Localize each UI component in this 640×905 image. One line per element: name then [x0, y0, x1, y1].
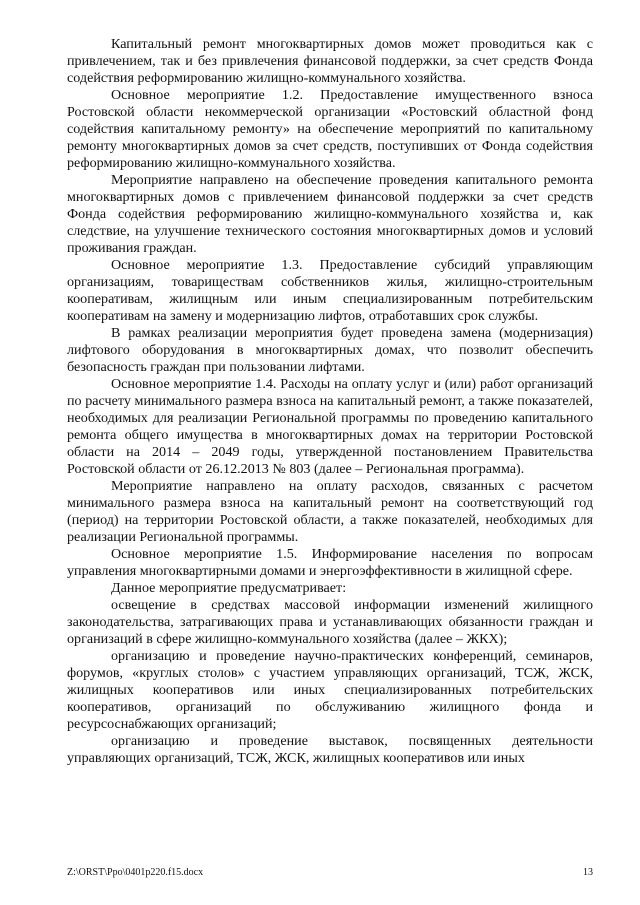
- paragraph-3: Мероприятие направлено на обеспечение проведения капитального ремонта многоквартирных домов с привлечением финансовой поддержки за счет средств Фонда содействия реформированию жилищно-коммунального хозяйства и, как следствие, на улучшение технического состояния многоквартирных домов и условий проживания граждан.: [67, 172, 593, 256]
- paragraph-10: освещение в средствах массовой информации изменений жилищного законодательства, затрагивающих права и устанавливающих обязанности граждан и организаций в сфере жилищно-коммунального хозяйства (далее – ЖКХ);: [67, 597, 593, 647]
- page-number: 13: [583, 867, 593, 878]
- paragraph-5: В рамках реализации мероприятия будет проведена замена (модернизация) лифтового оборудования в многоквартирных домах, что позволит обеспечить безопасность граждан при пользовании лифтами.: [67, 325, 593, 375]
- paragraph-1: Капитальный ремонт многоквартирных домов может проводиться как с привлечением, так и без привлечения финансовой поддержки, за счет средств Фонда содействия реформированию жилищно-коммунального хозяйства.: [67, 36, 593, 86]
- paragraph-4: Основное мероприятие 1.3. Предоставление субсидий управляющим организациям, товариществам собственников жилья, жилищно-строительным кооперативам, жилищным или иным специализированным потребительским кооперативам на замену и модернизацию лифтов, отработавших срок службы.: [67, 257, 593, 324]
- paragraph-11: организацию и проведение научно-практических конференций, семинаров, форумов, «круглых столов» с участием управляющих организаций, ТСЖ, ЖСК, жилищных кооперативов или иных специализированных потребительских кооперативов, организаций по обслуживанию жилищного фонда и ресурсоснабжающих организаций;: [67, 648, 593, 732]
- paragraph-6: Основное мероприятие 1.4. Расходы на оплату услуг и (или) работ организаций по расчету минимального размера взноса на капитальный ремонт, а также показателей, необходимых для реализации Региональной программы по проведению капитального ремонта общего имущества в многоквартирных домах на территории Ростовской области на 2014 – 2049 годы, утвержденной постановлением Правительства Ростовской области от 26.12.2013 № 803 (далее – Региональная программа).: [67, 376, 593, 477]
- paragraph-12: организацию и проведение выставок, посвященных деятельности управляющих организаций, ТСЖ, ЖСК, жилищных кооперативов или иных: [67, 733, 593, 766]
- paragraph-2: Основное мероприятие 1.2. Предоставление имущественного взноса Ростовской области некоммерческой организации «Ростовский областной фонд содействия капитальному ремонту» на обеспечение мероприятий по капитальному ремонту многоквартирных домов за счет средств, поступивших от Фонда содействия реформированию жилищно-коммунального хозяйства.: [67, 87, 593, 171]
- document-body: [67, 36, 593, 767]
- footer-file-path: Z:\ORST\Ppo\0401p220.f15.docx: [67, 867, 204, 878]
- paragraph-7: Мероприятие направлено на оплату расходов, связанных с расчетом минимального размера взноса на капитальный ремонт на соответствующий год (период) на территории Ростовской области, а также показателей, необходимых для реализации Региональной программы.: [67, 478, 593, 545]
- paragraph-9: Данное мероприятие предусматривает:: [111, 580, 347, 596]
- paragraph-8: Основное мероприятие 1.5. Информирование населения по вопросам управления многоквартирными домами и энергоэффективности в жилищной сфере.: [67, 546, 593, 579]
